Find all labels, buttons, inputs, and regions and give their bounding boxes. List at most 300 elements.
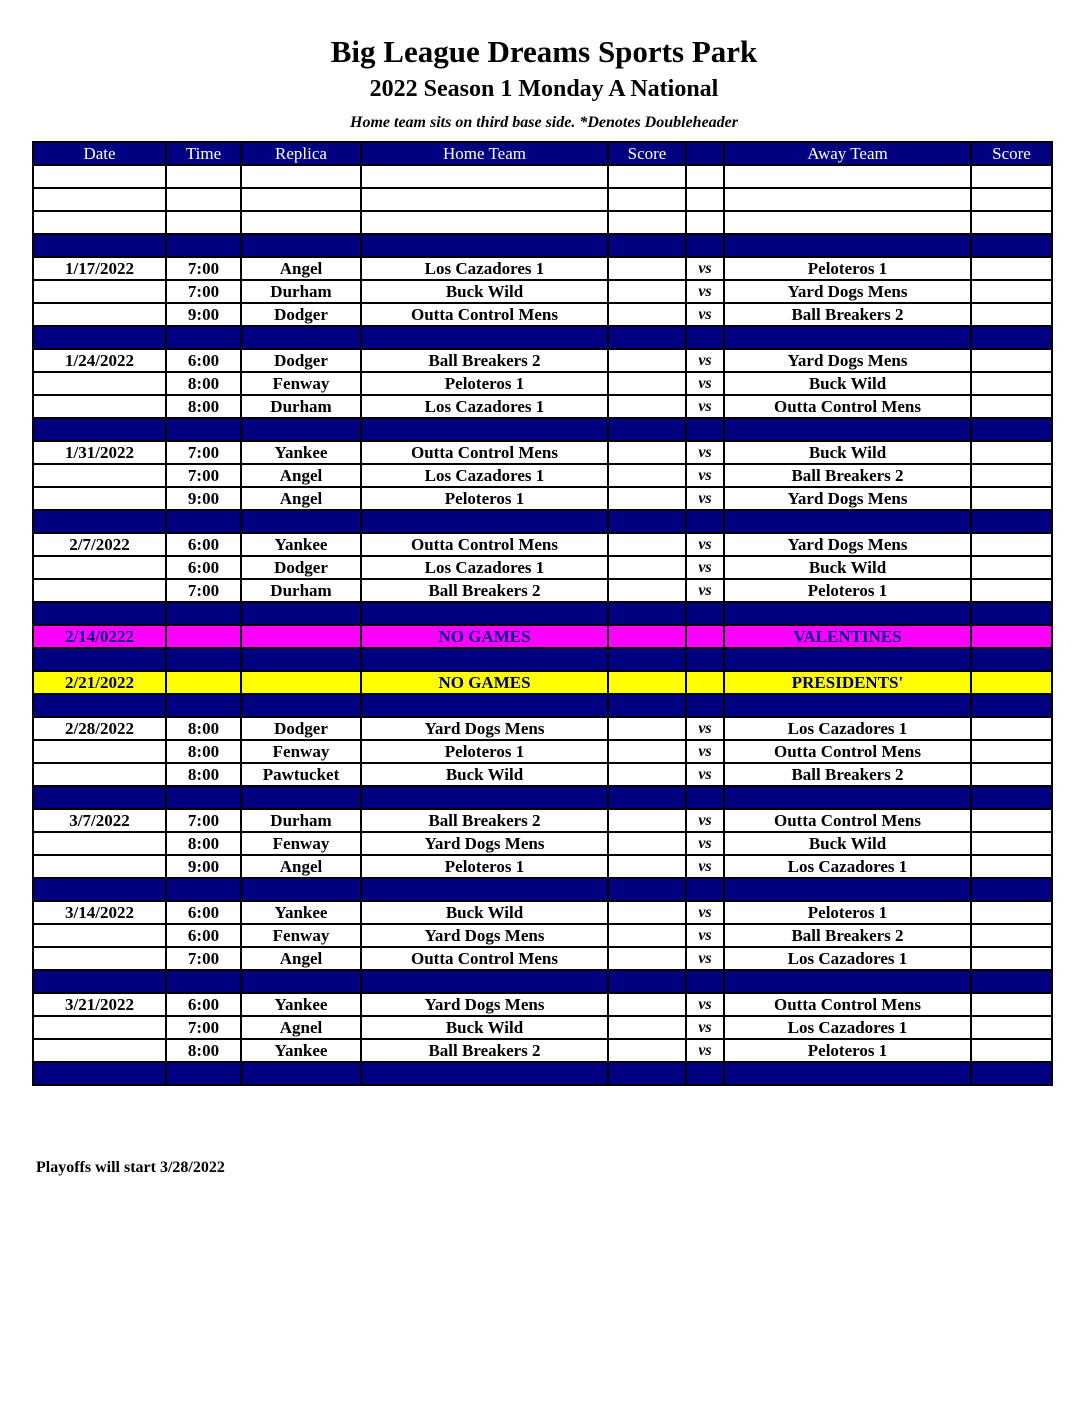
cell-home-score (608, 625, 686, 648)
game-row (33, 464, 1052, 487)
schedule-body (33, 165, 1052, 1085)
cell-away-score (971, 579, 1052, 602)
cell-time: 8:00 (166, 372, 241, 395)
cell-time: 7:00 (166, 257, 241, 280)
cell-date (33, 855, 166, 878)
cell-time (166, 165, 241, 188)
cell-home-team: Ball Breakers 2 (361, 579, 608, 602)
game-row (33, 395, 1052, 418)
cell-away-score (971, 1016, 1052, 1039)
cell-vs: vs (686, 349, 724, 372)
cell-vs: vs (686, 280, 724, 303)
cell-time (166, 234, 241, 257)
cell-away-team: Outta Control Mens (724, 993, 971, 1016)
page-subtitle: 2022 Season 1 Monday A National (369, 76, 719, 102)
cell-vs (686, 671, 724, 694)
cell-date: 3/21/2022 (33, 993, 166, 1016)
cell-time: 7:00 (166, 579, 241, 602)
cell-date (33, 947, 166, 970)
cell-away-score (971, 1039, 1052, 1062)
cell-time: 9:00 (166, 487, 241, 510)
cell-replica: Durham (241, 809, 361, 832)
cell-away-team: Yard Dogs Mens (724, 487, 971, 510)
cell-date (33, 579, 166, 602)
cell-replica: Dodger (241, 303, 361, 326)
cell-vs (686, 510, 724, 533)
cell-vs (686, 326, 724, 349)
cell-away-score (971, 855, 1052, 878)
cell-home-score (608, 464, 686, 487)
cell-vs: vs (686, 556, 724, 579)
cell-home-team: Peloteros 1 (361, 372, 608, 395)
cell-replica: Angel (241, 464, 361, 487)
cell-away-score (971, 878, 1052, 901)
cell-away-score (971, 303, 1052, 326)
cell-replica (241, 165, 361, 188)
cell-away-score (971, 165, 1052, 188)
cell-date: 2/14/0222 (33, 625, 166, 648)
cell-time (166, 326, 241, 349)
col-header-away-score: Score (971, 142, 1052, 165)
game-row (33, 349, 1052, 372)
cell-vs: vs (686, 257, 724, 280)
cell-away-team: Outta Control Mens (724, 395, 971, 418)
cell-time: 8:00 (166, 395, 241, 418)
cell-home-team: Los Cazadores 1 (361, 556, 608, 579)
cell-date (33, 832, 166, 855)
cell-vs: vs (686, 717, 724, 740)
cell-date: 3/7/2022 (33, 809, 166, 832)
cell-home (361, 165, 608, 188)
cell-vs: vs (686, 763, 724, 786)
divider-row (33, 1062, 1052, 1085)
cell-home-team: Los Cazadores 1 (361, 257, 608, 280)
cell-away-team: Yard Dogs Mens (724, 349, 971, 372)
cell-replica: Fenway (241, 832, 361, 855)
cell-away (724, 418, 971, 441)
cell-away-score (971, 809, 1052, 832)
page-title: Big League Dreams Sports Park (330, 34, 758, 69)
holiday-row (33, 671, 1052, 694)
cell-away-score (971, 832, 1052, 855)
cell-away-score (971, 947, 1052, 970)
cell-away-score (971, 418, 1052, 441)
game-row (33, 763, 1052, 786)
cell-time: 6:00 (166, 924, 241, 947)
game-row (33, 257, 1052, 280)
cell-home-team: Buck Wild (361, 901, 608, 924)
blank-row (33, 188, 1052, 211)
cell-home-score (608, 533, 686, 556)
cell-home (361, 970, 608, 993)
cell-home-score (608, 648, 686, 671)
cell-away (724, 694, 971, 717)
cell-home-team: Los Cazadores 1 (361, 464, 608, 487)
cell-home (361, 234, 608, 257)
cell-home-score (608, 165, 686, 188)
cell-time (166, 602, 241, 625)
cell-home-score (608, 809, 686, 832)
divider-row (33, 648, 1052, 671)
cell-time (166, 694, 241, 717)
game-row (33, 947, 1052, 970)
game-row (33, 993, 1052, 1016)
cell-date (33, 418, 166, 441)
cell-home-team: Ball Breakers 2 (361, 809, 608, 832)
cell-home-team: Outta Control Mens (361, 947, 608, 970)
cell-home-score (608, 878, 686, 901)
game-row (33, 740, 1052, 763)
cell-home-team: Peloteros 1 (361, 740, 608, 763)
cell-time: 7:00 (166, 464, 241, 487)
cell-home-score (608, 947, 686, 970)
cell-away-score (971, 602, 1052, 625)
cell-away-score (971, 372, 1052, 395)
cell-away-score (971, 671, 1052, 694)
game-row (33, 303, 1052, 326)
cell-date (33, 648, 166, 671)
game-row (33, 441, 1052, 464)
cell-away-score (971, 487, 1052, 510)
cell-away-team: Outta Control Mens (724, 809, 971, 832)
cell-time: 6:00 (166, 901, 241, 924)
cell-replica: Yankee (241, 993, 361, 1016)
cell-vs: vs (686, 441, 724, 464)
cell-home (361, 1062, 608, 1085)
cell-date (33, 326, 166, 349)
cell-vs (686, 648, 724, 671)
cell-time (166, 188, 241, 211)
cell-time: 7:00 (166, 1016, 241, 1039)
cell-home-score (608, 579, 686, 602)
cell-home-team: Yard Dogs Mens (361, 924, 608, 947)
cell-home-score (608, 326, 686, 349)
game-row (33, 809, 1052, 832)
cell-home-score (608, 740, 686, 763)
cell-replica: Angel (241, 947, 361, 970)
cell-away-team: VALENTINES (724, 625, 971, 648)
cell-home (361, 648, 608, 671)
cell-home-team: Yard Dogs Mens (361, 717, 608, 740)
cell-vs (686, 602, 724, 625)
cell-home-score (608, 188, 686, 211)
cell-home-score (608, 855, 686, 878)
cell-vs: vs (686, 855, 724, 878)
cell-away-score (971, 786, 1052, 809)
cell-date (33, 1016, 166, 1039)
cell-date: 1/17/2022 (33, 257, 166, 280)
cell-vs (686, 418, 724, 441)
cell-date (33, 165, 166, 188)
cell-away-team: Peloteros 1 (724, 901, 971, 924)
cell-home (361, 326, 608, 349)
cell-home-team: Buck Wild (361, 280, 608, 303)
cell-home-score (608, 395, 686, 418)
cell-vs: vs (686, 579, 724, 602)
cell-replica (241, 418, 361, 441)
cell-vs: vs (686, 533, 724, 556)
cell-home-score (608, 832, 686, 855)
cell-home-score (608, 786, 686, 809)
cell-away-score (971, 349, 1052, 372)
cell-replica: Angel (241, 487, 361, 510)
cell-home-score (608, 694, 686, 717)
cell-away-score (971, 257, 1052, 280)
cell-time: 6:00 (166, 993, 241, 1016)
cell-away-team: Los Cazadores 1 (724, 947, 971, 970)
cell-time (166, 648, 241, 671)
divider-row (33, 878, 1052, 901)
cell-date (33, 878, 166, 901)
cell-home-score (608, 1039, 686, 1062)
cell-away-team: Buck Wild (724, 441, 971, 464)
cell-replica: Fenway (241, 372, 361, 395)
cell-replica (241, 786, 361, 809)
cell-home-score (608, 441, 686, 464)
cell-home-score (608, 763, 686, 786)
cell-replica: Yankee (241, 533, 361, 556)
cell-home (361, 510, 608, 533)
cell-replica (241, 188, 361, 211)
game-row (33, 855, 1052, 878)
col-header-home-score: Score (608, 142, 686, 165)
cell-replica: Dodger (241, 717, 361, 740)
cell-home-score (608, 349, 686, 372)
col-header-date: Date (33, 142, 166, 165)
cell-time: 9:00 (166, 303, 241, 326)
cell-away-score (971, 694, 1052, 717)
cell-vs: vs (686, 740, 724, 763)
cell-replica (241, 970, 361, 993)
cell-home (361, 602, 608, 625)
game-row (33, 924, 1052, 947)
game-row (33, 280, 1052, 303)
cell-home-score (608, 671, 686, 694)
cell-replica: Angel (241, 855, 361, 878)
cell-date: 2/28/2022 (33, 717, 166, 740)
cell-away-team: Peloteros 1 (724, 257, 971, 280)
cell-replica (241, 234, 361, 257)
cell-home-team: Ball Breakers 2 (361, 349, 608, 372)
cell-away-score (971, 717, 1052, 740)
cell-vs: vs (686, 464, 724, 487)
cell-away-team: Outta Control Mens (724, 740, 971, 763)
cell-away-score (971, 970, 1052, 993)
cell-away (724, 234, 971, 257)
cell-home-team: NO GAMES (361, 671, 608, 694)
cell-vs (686, 694, 724, 717)
cell-away-score (971, 280, 1052, 303)
cell-date: 1/24/2022 (33, 349, 166, 372)
cell-vs (686, 878, 724, 901)
cell-away-score (971, 740, 1052, 763)
divider-row (33, 786, 1052, 809)
cell-away-score (971, 901, 1052, 924)
cell-time: 7:00 (166, 809, 241, 832)
cell-away (724, 510, 971, 533)
cell-vs: vs (686, 372, 724, 395)
game-row (33, 832, 1052, 855)
cell-time (166, 671, 241, 694)
divider-row (33, 326, 1052, 349)
game-row (33, 1039, 1052, 1062)
cell-home-score (608, 1062, 686, 1085)
cell-replica (241, 510, 361, 533)
cell-home-score (608, 372, 686, 395)
cell-home-team: Buck Wild (361, 1016, 608, 1039)
game-row (33, 533, 1052, 556)
cell-home-score (608, 901, 686, 924)
holiday-row (33, 625, 1052, 648)
cell-date (33, 556, 166, 579)
cell-vs (686, 1062, 724, 1085)
cell-replica: Yankee (241, 441, 361, 464)
divider-row (33, 970, 1052, 993)
cell-home-team: Peloteros 1 (361, 855, 608, 878)
cell-away-score (971, 533, 1052, 556)
cell-time: 7:00 (166, 441, 241, 464)
page-note: Home team sits on third base side. *Denotes Doubleheader (350, 114, 738, 131)
cell-time: 7:00 (166, 947, 241, 970)
cell-away-team: Peloteros 1 (724, 1039, 971, 1062)
cell-away-score (971, 510, 1052, 533)
cell-away-team: Ball Breakers 2 (724, 763, 971, 786)
cell-replica: Durham (241, 280, 361, 303)
cell-away (724, 1062, 971, 1085)
cell-date (33, 740, 166, 763)
cell-date (33, 280, 166, 303)
cell-time: 6:00 (166, 556, 241, 579)
cell-replica: Fenway (241, 740, 361, 763)
cell-replica (241, 326, 361, 349)
cell-vs (686, 234, 724, 257)
cell-vs: vs (686, 1016, 724, 1039)
cell-home-score (608, 993, 686, 1016)
cell-vs: vs (686, 809, 724, 832)
cell-away-team: Peloteros 1 (724, 579, 971, 602)
cell-date (33, 211, 166, 234)
cell-time (166, 625, 241, 648)
cell-time (166, 1062, 241, 1085)
cell-away (724, 211, 971, 234)
game-row (33, 1016, 1052, 1039)
cell-vs (686, 970, 724, 993)
cell-time: 8:00 (166, 832, 241, 855)
cell-away-score (971, 993, 1052, 1016)
cell-date (33, 694, 166, 717)
cell-date (33, 763, 166, 786)
cell-home-team: Outta Control Mens (361, 533, 608, 556)
cell-vs: vs (686, 947, 724, 970)
cell-replica (241, 1062, 361, 1085)
divider-row (33, 418, 1052, 441)
blank-row (33, 211, 1052, 234)
cell-replica (241, 211, 361, 234)
divider-row (33, 602, 1052, 625)
cell-vs: vs (686, 487, 724, 510)
cell-date (33, 188, 166, 211)
cell-date (33, 602, 166, 625)
cell-home-score (608, 211, 686, 234)
cell-vs: vs (686, 832, 724, 855)
cell-replica: Dodger (241, 349, 361, 372)
divider-row (33, 694, 1052, 717)
cell-replica: Fenway (241, 924, 361, 947)
cell-home-team: Buck Wild (361, 763, 608, 786)
schedule-table (32, 141, 1053, 1086)
cell-away-team: Los Cazadores 1 (724, 717, 971, 740)
cell-home-score (608, 234, 686, 257)
cell-home-score (608, 280, 686, 303)
cell-replica: Dodger (241, 556, 361, 579)
cell-replica (241, 625, 361, 648)
cell-home-score (608, 257, 686, 280)
cell-replica: Angel (241, 257, 361, 280)
cell-away-team: Ball Breakers 2 (724, 464, 971, 487)
blank-row (33, 165, 1052, 188)
cell-away-score (971, 1062, 1052, 1085)
cell-home-team: Peloteros 1 (361, 487, 608, 510)
cell-home-team: Yard Dogs Mens (361, 832, 608, 855)
cell-away (724, 970, 971, 993)
cell-date: 3/14/2022 (33, 901, 166, 924)
game-row (33, 372, 1052, 395)
cell-time (166, 970, 241, 993)
cell-away-score (971, 556, 1052, 579)
playoffs-note: Playoffs will start 3/28/2022 (36, 1159, 225, 1176)
cell-away-score (971, 188, 1052, 211)
cell-date (33, 487, 166, 510)
cell-away-team: Buck Wild (724, 372, 971, 395)
cell-home (361, 694, 608, 717)
cell-vs: vs (686, 303, 724, 326)
cell-away (724, 878, 971, 901)
cell-away-team: Yard Dogs Mens (724, 533, 971, 556)
cell-date (33, 510, 166, 533)
cell-away-score (971, 648, 1052, 671)
cell-home (361, 211, 608, 234)
cell-home (361, 418, 608, 441)
cell-away (724, 648, 971, 671)
cell-date (33, 234, 166, 257)
cell-home-team: NO GAMES (361, 625, 608, 648)
cell-replica: Yankee (241, 1039, 361, 1062)
cell-replica (241, 602, 361, 625)
cell-date (33, 970, 166, 993)
game-row (33, 579, 1052, 602)
cell-away-team: Los Cazadores 1 (724, 1016, 971, 1039)
cell-time: 9:00 (166, 855, 241, 878)
cell-replica (241, 694, 361, 717)
game-row (33, 717, 1052, 740)
cell-away-team: Buck Wild (724, 556, 971, 579)
cell-time (166, 418, 241, 441)
cell-replica: Agnel (241, 1016, 361, 1039)
cell-home-team: Yard Dogs Mens (361, 993, 608, 1016)
cell-date (33, 1062, 166, 1085)
cell-home-team: Outta Control Mens (361, 441, 608, 464)
cell-date: 1/31/2022 (33, 441, 166, 464)
cell-away-team: Los Cazadores 1 (724, 855, 971, 878)
cell-home-score (608, 418, 686, 441)
cell-date (33, 303, 166, 326)
cell-home-score (608, 924, 686, 947)
cell-away (724, 786, 971, 809)
cell-home-team: Los Cazadores 1 (361, 395, 608, 418)
cell-date (33, 372, 166, 395)
cell-home-score (608, 1016, 686, 1039)
cell-date (33, 395, 166, 418)
